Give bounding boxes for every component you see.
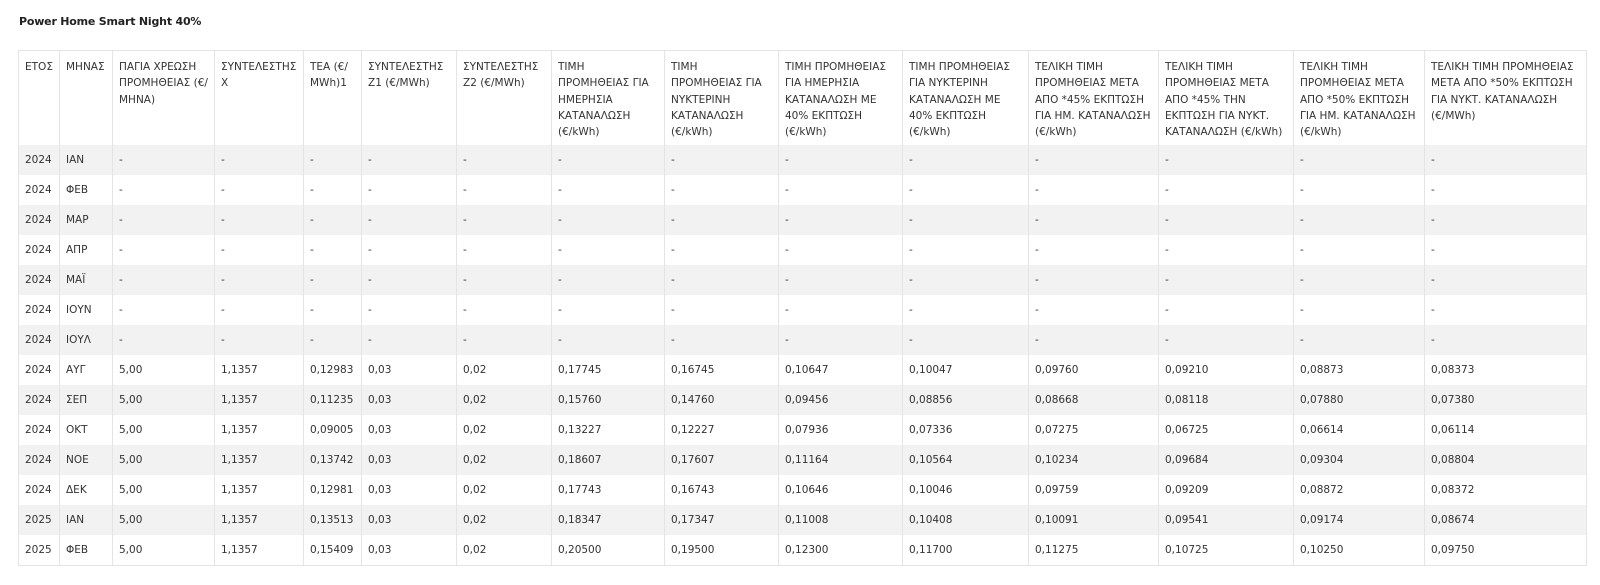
table-cell: 0,11164 bbox=[779, 445, 903, 475]
table-cell: - bbox=[304, 265, 362, 295]
table-cell: 0,18607 bbox=[552, 445, 665, 475]
table-cell: 0,13742 bbox=[304, 445, 362, 475]
table-cell: - bbox=[457, 175, 552, 205]
table-cell: - bbox=[1425, 295, 1587, 325]
table-cell: 0,12227 bbox=[665, 415, 779, 445]
table-cell: - bbox=[779, 145, 903, 175]
table-row bbox=[19, 295, 1587, 325]
table-cell: - bbox=[1029, 295, 1159, 325]
table-cell: 0,09541 bbox=[1159, 505, 1294, 535]
table-cell: - bbox=[1029, 325, 1159, 355]
table-cell: 1,1357 bbox=[215, 445, 304, 475]
table-cell: 0,09684 bbox=[1159, 445, 1294, 475]
column-header: ΕΤΟΣ bbox=[19, 51, 60, 145]
table-cell: 0,08804 bbox=[1425, 445, 1587, 475]
table-row bbox=[19, 205, 1587, 235]
table-cell: 5,00 bbox=[113, 475, 215, 505]
table-cell: - bbox=[779, 325, 903, 355]
table-cell: - bbox=[457, 145, 552, 175]
table-cell: 0,08372 bbox=[1425, 475, 1587, 505]
table-cell: 1,1357 bbox=[215, 415, 304, 445]
table-cell: 2025 bbox=[19, 535, 60, 566]
table-row bbox=[19, 235, 1587, 265]
column-header: ΠΑΓΙΑ ΧΡΕΩΣΗ ΠΡΟΜΗΘΕΙΑΣ (€/ΜΗΝΑ) bbox=[113, 51, 215, 145]
table-cell: 0,17607 bbox=[665, 445, 779, 475]
table-cell: - bbox=[1294, 175, 1425, 205]
table-cell: ΦΕΒ bbox=[60, 535, 113, 566]
table-cell: 1,1357 bbox=[215, 475, 304, 505]
table-cell: - bbox=[304, 295, 362, 325]
table-cell: 0,03 bbox=[362, 385, 457, 415]
table-cell: - bbox=[1294, 205, 1425, 235]
table-cell: - bbox=[552, 145, 665, 175]
table-cell: 0,09759 bbox=[1029, 475, 1159, 505]
table-cell: - bbox=[665, 295, 779, 325]
table-cell: - bbox=[457, 325, 552, 355]
table-cell: - bbox=[1294, 325, 1425, 355]
table-cell: 2024 bbox=[19, 205, 60, 235]
table-cell: - bbox=[457, 205, 552, 235]
table-cell: 0,06114 bbox=[1425, 415, 1587, 445]
table-row bbox=[19, 325, 1587, 355]
table-cell: - bbox=[903, 175, 1029, 205]
table-cell: 1,1357 bbox=[215, 355, 304, 385]
table-cell: - bbox=[1159, 145, 1294, 175]
table-cell: - bbox=[779, 235, 903, 265]
table-cell: 2024 bbox=[19, 445, 60, 475]
table-cell: 0,03 bbox=[362, 415, 457, 445]
table-cell: - bbox=[1425, 205, 1587, 235]
table-cell: 0,10047 bbox=[903, 355, 1029, 385]
table-cell: 0,10646 bbox=[779, 475, 903, 505]
table-cell: - bbox=[903, 145, 1029, 175]
table-cell: 0,03 bbox=[362, 445, 457, 475]
table-cell: ΔΕΚ bbox=[60, 475, 113, 505]
table-cell: 0,07880 bbox=[1294, 385, 1425, 415]
table-cell: 0,09456 bbox=[779, 385, 903, 415]
table-cell: - bbox=[1029, 235, 1159, 265]
table-cell: - bbox=[665, 265, 779, 295]
table-row bbox=[19, 385, 1587, 415]
column-header: ΤΙΜΗ ΠΡΟΜΗΘΕΙΑΣ ΓΙΑ ΗΜΕΡΗΣΙΑ ΚΑΤΑΝΑΛΩΣΗ ΜΕ 40% ΕΚΠΤΩΣΗ (€/kWh) bbox=[779, 51, 903, 145]
table-cell: - bbox=[113, 175, 215, 205]
table-cell: - bbox=[552, 175, 665, 205]
table-cell: 2024 bbox=[19, 235, 60, 265]
table-cell: 2024 bbox=[19, 385, 60, 415]
table-cell: - bbox=[903, 325, 1029, 355]
tariff-table bbox=[18, 50, 1587, 566]
table-cell: ΜΑΡ bbox=[60, 205, 113, 235]
table-cell: 2024 bbox=[19, 325, 60, 355]
column-header: ΤΙΜΗ ΠΡΟΜΗΘΕΙΑΣ ΓΙΑ ΝΥΚΤΕΡΙΝΗ ΚΑΤΑΝΑΛΩΣΗ ΜΕ 40% ΕΚΠΤΩΣΗ (€/kWh) bbox=[903, 51, 1029, 145]
table-cell: - bbox=[362, 265, 457, 295]
table-cell: 2025 bbox=[19, 505, 60, 535]
table-cell: - bbox=[1294, 235, 1425, 265]
table-cell: ΟΚΤ bbox=[60, 415, 113, 445]
table-cell: 0,16743 bbox=[665, 475, 779, 505]
table-cell: - bbox=[552, 205, 665, 235]
table-cell: ΙΟΥΝ bbox=[60, 295, 113, 325]
table-row bbox=[19, 415, 1587, 445]
table-row bbox=[19, 505, 1587, 535]
table-cell: 0,16745 bbox=[665, 355, 779, 385]
table-cell: 2024 bbox=[19, 415, 60, 445]
table-row bbox=[19, 535, 1587, 566]
table-cell: - bbox=[113, 205, 215, 235]
table-row bbox=[19, 265, 1587, 295]
table-cell: - bbox=[1159, 205, 1294, 235]
table-cell: - bbox=[362, 295, 457, 325]
table-cell: - bbox=[903, 265, 1029, 295]
table-cell: 0,10564 bbox=[903, 445, 1029, 475]
table-cell: - bbox=[215, 145, 304, 175]
table-cell: 0,08668 bbox=[1029, 385, 1159, 415]
table-cell: - bbox=[113, 145, 215, 175]
table-cell: 0,03 bbox=[362, 505, 457, 535]
table-cell: - bbox=[1425, 265, 1587, 295]
page-title: Power Home Smart Night 40% bbox=[19, 15, 202, 28]
table-cell: - bbox=[552, 265, 665, 295]
table-cell: - bbox=[215, 265, 304, 295]
table-cell: - bbox=[215, 235, 304, 265]
column-header: ΣΥΝΤΕΛΕΣΤΗΣ Z2 (€/MWh) bbox=[457, 51, 552, 145]
table-cell: 0,10091 bbox=[1029, 505, 1159, 535]
table-cell: - bbox=[304, 235, 362, 265]
table-cell: 0,08872 bbox=[1294, 475, 1425, 505]
table-cell: 2024 bbox=[19, 145, 60, 175]
table-cell: 0,08856 bbox=[903, 385, 1029, 415]
table-body bbox=[19, 145, 1587, 566]
table-cell: - bbox=[362, 235, 457, 265]
table-cell: 0,02 bbox=[457, 355, 552, 385]
table-cell: - bbox=[215, 175, 304, 205]
table-cell: - bbox=[457, 235, 552, 265]
table-cell: ΑΥΓ bbox=[60, 355, 113, 385]
table-cell: - bbox=[113, 325, 215, 355]
table-cell: - bbox=[1159, 325, 1294, 355]
table-cell: 5,00 bbox=[113, 355, 215, 385]
table-cell: ΑΠΡ bbox=[60, 235, 113, 265]
table-cell: 5,00 bbox=[113, 415, 215, 445]
table-cell: - bbox=[457, 295, 552, 325]
table-cell: - bbox=[304, 145, 362, 175]
table-cell: 0,11235 bbox=[304, 385, 362, 415]
table-cell: - bbox=[215, 295, 304, 325]
table-cell: 1,1357 bbox=[215, 505, 304, 535]
table-cell: - bbox=[1425, 235, 1587, 265]
table-cell: - bbox=[304, 205, 362, 235]
table-cell: 0,06725 bbox=[1159, 415, 1294, 445]
table-cell: ΦΕΒ bbox=[60, 175, 113, 205]
column-header: ΤΕΑ (€/ MWh)1 bbox=[304, 51, 362, 145]
table-cell: 5,00 bbox=[113, 445, 215, 475]
table-cell: - bbox=[779, 295, 903, 325]
table-cell: ΙΟΥΛ bbox=[60, 325, 113, 355]
table-cell: 5,00 bbox=[113, 385, 215, 415]
table-cell: 0,07936 bbox=[779, 415, 903, 445]
column-header: ΣΥΝΤΕΛΕΣΤΗΣ Χ bbox=[215, 51, 304, 145]
table-cell: - bbox=[665, 235, 779, 265]
table-cell: - bbox=[1425, 145, 1587, 175]
table-cell: 0,20500 bbox=[552, 535, 665, 566]
table-cell: 0,02 bbox=[457, 535, 552, 566]
table-cell: 0,18347 bbox=[552, 505, 665, 535]
table-cell: 0,10250 bbox=[1294, 535, 1425, 566]
table-cell: - bbox=[362, 325, 457, 355]
table-cell: ΙΑΝ bbox=[60, 505, 113, 535]
column-header: ΤΕΛΙΚΗ ΤΙΜΗ ΠΡΟΜΗΘΕΙΑΣ ΜΕΤΑ ΑΠΟ *45% ΤΗΝ ΕΚΠΤΩΣΗ ΓΙΑ ΝΥΚΤ. ΚΑΤΑΝΑΛΩΣΗ (€/kWh) bbox=[1159, 51, 1294, 145]
table-cell: 0,07275 bbox=[1029, 415, 1159, 445]
column-header: ΤΙΜΗ ΠΡΟΜΗΘΕΙΑΣ ΓΙΑ ΝΥΚΤΕΡΙΝΗ ΚΑΤΑΝΑΛΩΣΗ (€/kWh) bbox=[665, 51, 779, 145]
table-cell: 2024 bbox=[19, 355, 60, 385]
table-cell: 0,08873 bbox=[1294, 355, 1425, 385]
table-cell: - bbox=[1159, 295, 1294, 325]
table-cell: 0,07336 bbox=[903, 415, 1029, 445]
table-cell: 0,03 bbox=[362, 535, 457, 566]
table-cell: - bbox=[304, 325, 362, 355]
table-cell: 0,09760 bbox=[1029, 355, 1159, 385]
table-cell: 0,09210 bbox=[1159, 355, 1294, 385]
table-cell: 0,03 bbox=[362, 475, 457, 505]
table-cell: 0,08373 bbox=[1425, 355, 1587, 385]
table-cell: 0,13513 bbox=[304, 505, 362, 535]
table-cell: 0,11008 bbox=[779, 505, 903, 535]
table-cell: - bbox=[903, 295, 1029, 325]
table-cell: 0,09005 bbox=[304, 415, 362, 445]
table-cell: - bbox=[113, 295, 215, 325]
table-cell: - bbox=[457, 265, 552, 295]
column-header: ΤΕΛΙΚΗ ΤΙΜΗ ΠΡΟΜΗΘΕΙΑΣ ΜΕΤΑ ΑΠΟ *50% ΕΚΠΤΩΣΗ ΓΙΑ ΝΥΚΤ. ΚΑΤΑΝΑΛΩΣΗ (€/MWh) bbox=[1425, 51, 1587, 145]
table-cell: ΜΑΪ bbox=[60, 265, 113, 295]
table-cell: 0,12300 bbox=[779, 535, 903, 566]
table-cell: - bbox=[362, 145, 457, 175]
table-cell: 0,02 bbox=[457, 505, 552, 535]
table-cell: - bbox=[362, 175, 457, 205]
table-cell: - bbox=[113, 265, 215, 295]
table-cell: - bbox=[1029, 145, 1159, 175]
table-cell: 0,13227 bbox=[552, 415, 665, 445]
table-cell: 0,10234 bbox=[1029, 445, 1159, 475]
table-cell: 0,17347 bbox=[665, 505, 779, 535]
table-cell: - bbox=[779, 175, 903, 205]
table-cell: - bbox=[903, 205, 1029, 235]
table-cell: 0,08674 bbox=[1425, 505, 1587, 535]
table-cell: 0,11275 bbox=[1029, 535, 1159, 566]
table-cell: 0,17745 bbox=[552, 355, 665, 385]
table-cell: 0,19500 bbox=[665, 535, 779, 566]
table-cell: 0,09174 bbox=[1294, 505, 1425, 535]
table-cell: 0,08118 bbox=[1159, 385, 1294, 415]
table-cell: 5,00 bbox=[113, 505, 215, 535]
table-cell: - bbox=[665, 175, 779, 205]
table-cell: 0,12983 bbox=[304, 355, 362, 385]
table-cell: 0,15409 bbox=[304, 535, 362, 566]
table-cell: - bbox=[903, 235, 1029, 265]
table-cell: 0,10725 bbox=[1159, 535, 1294, 566]
table-cell: - bbox=[113, 235, 215, 265]
table-cell: 2024 bbox=[19, 265, 60, 295]
table-cell: 0,10647 bbox=[779, 355, 903, 385]
table-cell: ΣΕΠ bbox=[60, 385, 113, 415]
table-cell: 5,00 bbox=[113, 535, 215, 566]
table-cell: 0,07380 bbox=[1425, 385, 1587, 415]
table-row bbox=[19, 475, 1587, 505]
table-cell: 0,15760 bbox=[552, 385, 665, 415]
table-cell: ΝΟΕ bbox=[60, 445, 113, 475]
table-cell: 0,09209 bbox=[1159, 475, 1294, 505]
column-header: ΜΗΝΑΣ bbox=[60, 51, 113, 145]
table-cell: 0,02 bbox=[457, 475, 552, 505]
table-cell: - bbox=[1029, 205, 1159, 235]
column-header: ΣΥΝΤΕΛΕΣΤΗΣ Z1 (€/MWh) bbox=[362, 51, 457, 145]
table-cell: - bbox=[779, 265, 903, 295]
table-cell: 0,12981 bbox=[304, 475, 362, 505]
table-row bbox=[19, 145, 1587, 175]
table-cell: - bbox=[1159, 265, 1294, 295]
table-cell: 0,09304 bbox=[1294, 445, 1425, 475]
table-cell: - bbox=[1425, 325, 1587, 355]
table-cell: 2024 bbox=[19, 175, 60, 205]
table-cell: 0,06614 bbox=[1294, 415, 1425, 445]
table-cell: - bbox=[552, 295, 665, 325]
table-cell: 2024 bbox=[19, 295, 60, 325]
table-cell: - bbox=[1425, 175, 1587, 205]
table-cell: 0,02 bbox=[457, 385, 552, 415]
table-cell: - bbox=[362, 205, 457, 235]
table-cell: - bbox=[1294, 145, 1425, 175]
table-cell: 0,09750 bbox=[1425, 535, 1587, 566]
table-row bbox=[19, 355, 1587, 385]
table-cell: ΙΑΝ bbox=[60, 145, 113, 175]
table-cell: - bbox=[1029, 265, 1159, 295]
table-cell: - bbox=[1294, 265, 1425, 295]
table-cell: 1,1357 bbox=[215, 385, 304, 415]
column-header: ΤΕΛΙΚΗ ΤΙΜΗ ΠΡΟΜΗΘΕΙΑΣ ΜΕΤΑ ΑΠΟ *45% ΕΚΠΤΩΣΗ ΓΙΑ ΗΜ. ΚΑΤΑΝΑΛΩΣΗ (€/kWh) bbox=[1029, 51, 1159, 145]
table-cell: 0,02 bbox=[457, 445, 552, 475]
table-cell: 0,10408 bbox=[903, 505, 1029, 535]
table-cell: - bbox=[552, 235, 665, 265]
table-cell: 2024 bbox=[19, 475, 60, 505]
column-header: ΤΕΛΙΚΗ ΤΙΜΗ ΠΡΟΜΗΘΕΙΑΣ ΜΕΤΑ ΑΠΟ *50% ΕΚΠΤΩΣΗ ΓΙΑ ΗΜ. ΚΑΤΑΝΑΛΩΣΗ (€/kWh) bbox=[1294, 51, 1425, 145]
table-row bbox=[19, 445, 1587, 475]
table-cell: - bbox=[665, 145, 779, 175]
column-header: ΤΙΜΗ ΠΡΟΜΗΘΕΙΑΣ ΓΙΑ ΗΜΕΡΗΣΙΑ ΚΑΤΑΝΑΛΩΣΗ (€/kWh) bbox=[552, 51, 665, 145]
table-cell: 0,03 bbox=[362, 355, 457, 385]
table-cell: - bbox=[1294, 295, 1425, 325]
table-cell: - bbox=[552, 325, 665, 355]
table-cell: - bbox=[215, 205, 304, 235]
table-cell: 0,14760 bbox=[665, 385, 779, 415]
table-cell: - bbox=[779, 205, 903, 235]
table-cell: 0,11700 bbox=[903, 535, 1029, 566]
table-cell: - bbox=[215, 325, 304, 355]
table-row bbox=[19, 175, 1587, 205]
table-cell: - bbox=[304, 175, 362, 205]
table-cell: - bbox=[1029, 175, 1159, 205]
table-cell: 0,17743 bbox=[552, 475, 665, 505]
table-cell: - bbox=[665, 205, 779, 235]
table-cell: - bbox=[1159, 235, 1294, 265]
table-cell: 0,10046 bbox=[903, 475, 1029, 505]
table-header-row bbox=[19, 51, 1587, 145]
table-cell: - bbox=[665, 325, 779, 355]
table-cell: 0,02 bbox=[457, 415, 552, 445]
table-cell: 1,1357 bbox=[215, 535, 304, 566]
table-cell: - bbox=[1159, 175, 1294, 205]
